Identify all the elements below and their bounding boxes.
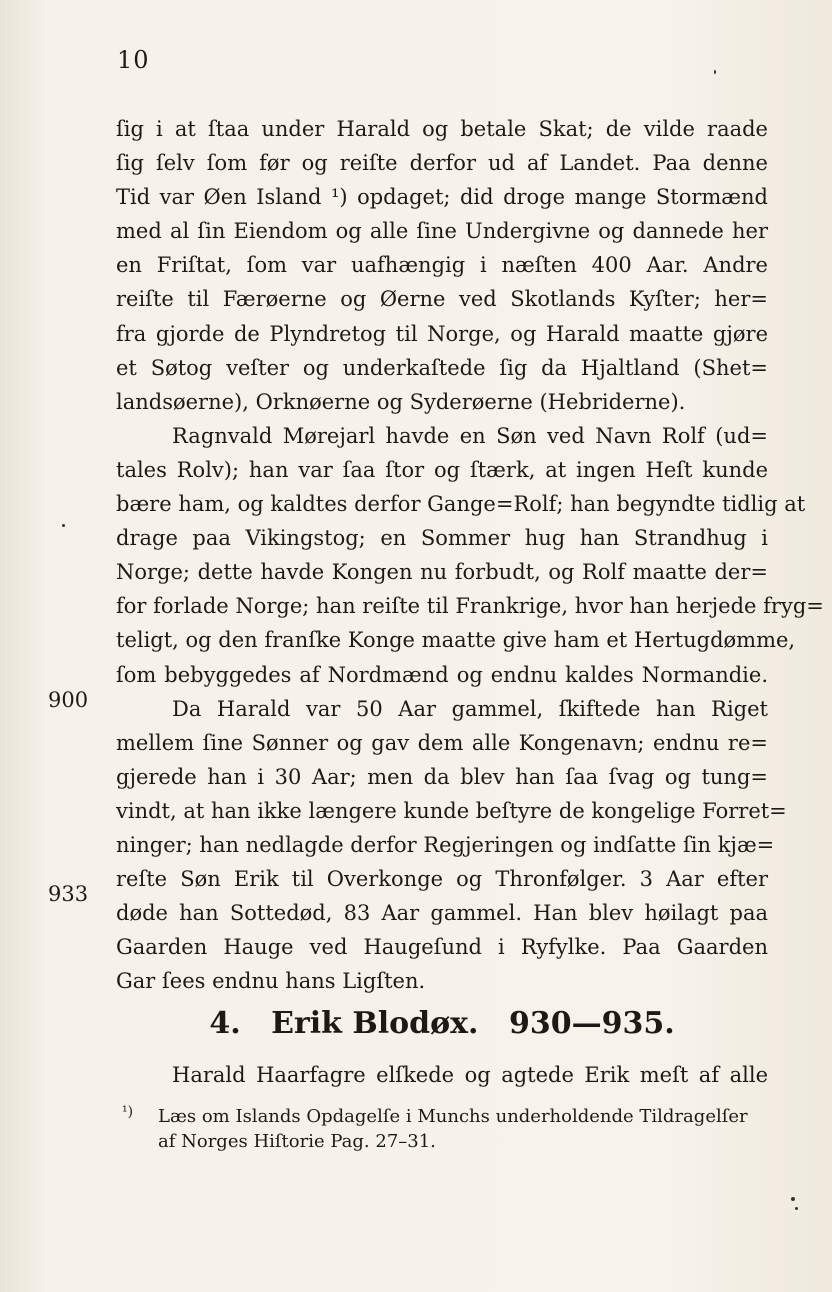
text-line: Norge; dette havde Kongen nu forbudt, og Rolf maatte der=: [116, 560, 768, 585]
text-line: mellem ſine Sønner og gav dem alle Kongenavn; endnu re=: [116, 730, 768, 755]
text-line: gjerede han i 30 Aar; men da blev han ſaa ſvag og tung=: [116, 764, 768, 789]
text-line: teligt, og den franſke Konge maatte give ham et Hertugdømme,: [116, 628, 796, 653]
text-line: drage paa Vikingstog; en Sommer hug han Strandhug i: [116, 526, 768, 551]
footnote: [122, 1097, 772, 1157]
text-line: tales Rolv); han var ſaa ſtor og ſtærk, at ingen Heſt kunde: [116, 457, 768, 482]
section-number: 4.: [209, 1006, 241, 1041]
section-years: 930—935.: [508, 1006, 675, 1041]
text-line: landsøerne), Orknøerne og Syderøerne (Hebriderne).: [116, 389, 686, 414]
margin-year: 900: [48, 688, 89, 712]
text-line: Tid var Øen Island ¹) opdaget; did droge mange Stormænd: [116, 185, 768, 210]
footnote-marker: ¹): [122, 1104, 134, 1120]
footnote-line: af Norges Hiſtorie Pag. 27–31.: [158, 1131, 436, 1152]
paper-speck: [714, 70, 716, 74]
text-line: vindt, at han ikke længere kunde beſtyre de kongelige Forret=: [116, 798, 787, 823]
footnote-line: [122, 1097, 772, 1127]
paper-speck: [795, 1207, 798, 1210]
section-title: Erik Blodøx.: [271, 1006, 479, 1041]
paper-speck: [791, 1197, 795, 1201]
page-number: 10: [117, 46, 150, 74]
text-line: Gar ſees endnu hans Ligſten.: [116, 969, 426, 994]
footnote-text: Læs om Islands Opdagelſe i Munchs underholdende Tildragelſer: [158, 1106, 748, 1127]
text-line: med al ſin Eiendom og alle ſine Undergivne og dannede her: [116, 219, 768, 244]
text-line: ſom bebyggedes af Nordmænd og endnu kaldes Normandie.: [116, 662, 768, 687]
text-line: Ragnvald Mørejarl havde en Søn ved Navn Rolf (ud=: [172, 423, 768, 448]
text-line: ſig i at ſtaa under Harald og betale Skat; de vilde raade: [116, 117, 768, 141]
paper-speck: [62, 524, 65, 527]
text-line: en Friſtat, ſom var uafhængig i næſten 400 Aar. Andre: [116, 253, 768, 278]
text-line: reſte Søn Erik til Overkonge og Thronfølger. 3 Aar efter: [116, 867, 768, 892]
margin-year: 933: [48, 882, 89, 906]
text-line: døde han Sottedød, 83 Aar gammel. Han blev høilagt paa: [116, 901, 768, 926]
text-line: Gaarden Hauge ved Haugeſund i Ryfylke. Paa Gaarden: [116, 935, 768, 960]
section-body: [116, 1058, 768, 1092]
text-line: et Søtog veſter og underkaſtede ſig da Hjaltland (Shet=: [116, 355, 768, 380]
section-heading: [116, 1006, 768, 1041]
text-line: Harald Haarfagre elſkede og agtede Erik meſt af alle: [172, 1063, 768, 1087]
text-line: ſig ſelv ſom før og reiſte derfor ud af Landet. Paa denne: [116, 151, 768, 176]
text-line: for forlade Norge; han reiſte til Frankrige, hvor han herjede fryg=: [116, 594, 824, 619]
text-line: bære ham, og kaldtes derfor Gange=Rolf; han begyndte tidlig at: [116, 492, 806, 517]
body-text: [116, 112, 824, 998]
text-line: Da Harald var 50 Aar gammel, ſkiftede han Riget: [172, 696, 768, 721]
text-line: fra gjorde de Plyndretog til Norge, og Harald maatte gjøre: [116, 321, 768, 346]
text-line: ninger; han nedlagde derfor Regjeringen og indſatte ſin kjæ=: [116, 832, 775, 857]
text-line: reiſte til Færøerne og Øerne ved Skotlands Kyſter; her=: [116, 287, 768, 312]
